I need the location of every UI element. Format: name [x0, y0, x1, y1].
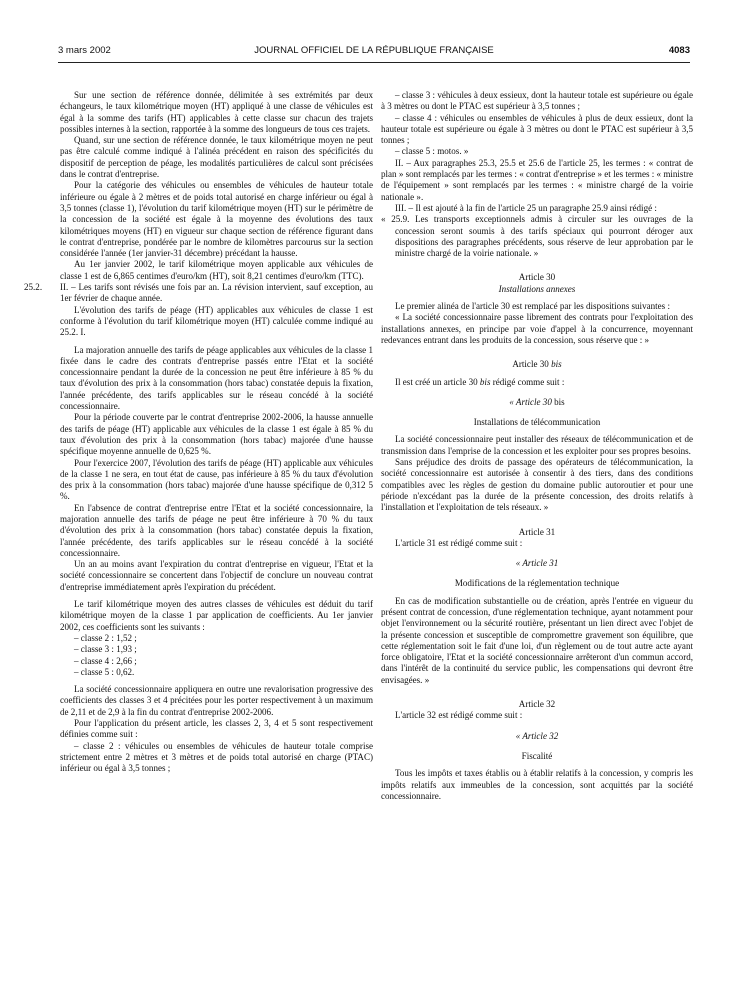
paragraph: III. – Il est ajouté à la fin de l'article 25 un paragraphe 25.9 ainsi rédigé :	[395, 202, 657, 213]
paragraph: Pour la catégorie des véhicules ou ensembles de véhicules de hauteur totale inférieure ou égale à 2 mètres et de poids total autorisé en charge inférieur ou égal à 3,5 tonnes (classe 1), l'évolution du tarif kilométrique moyen (HT) sur le périmètre de la concession de la société est égale à la moyenne des évolutions des taux kilométriques moyens (HT) en vigueur sur chaque section de référence figurant dans le contrat d'entreprise, pondérée par le nombre de kilomètres parcourus sur la section considérée l'année (1er janvier-31 décembre) précédant la hausse.	[60, 180, 373, 259]
list-item: – classe 5 : 0,62.	[74, 666, 135, 677]
article-30-bis-subtitle: Installations de télécommunication	[473, 417, 601, 428]
page-header	[58, 45, 690, 61]
paragraph: La majoration annuelle des tarifs de péage applicables aux véhicules de la classe 1 fixée dans le cadre des contrats d'entreprise passés entre l'Etat et la société concessionnaire pendant la durée de la concession ne peut être inférieure à 85 % du taux d'évolution des prix à la consommation (hors tabac) constatée depuis la fixation, l'année précédente, des tarifs applicables sur le réseau concédé à la société concessionnaire.	[60, 344, 373, 412]
list-item: – classe 4 : véhicules ou ensembles de véhicules à plus de deux essieux, dont la hauteur totale est supérieure ou égale à 3 mètres ou dont le PTAC est supérieur à 3,5 tonnes ;	[381, 112, 693, 146]
paragraph: Le premier alinéa de l'article 30 est remplacé par les dispositions suivantes :	[395, 301, 670, 312]
article-31-quote-title: « Article 31	[515, 558, 559, 569]
section-number: 25.2.	[24, 282, 43, 293]
paragraph: Quand, sur une section de référence donnée, le taux kilométrique moyen ne peut pas être calculé comme indiqué à l'alinéa précédent en raison des spécificités du dispositif de perception de péage, les modalités particulières de calcul sont précisées dans le contrat d'entreprise.	[60, 135, 373, 180]
paragraph: Un an au moins avant l'expiration du contrat d'entreprise en vigueur, l'Etat et la société concessionnaire se concertent dans l'objectif de conclure un nouveau contrat d'entreprise immédiatement après l'expiration du précédent.	[60, 559, 373, 592]
paragraph: « La société concessionnaire passe librement des contrats pour l'exploitation des installations annexes, en principe par voie d'appel à la concurrence, moyennant redevances entrant dans les produits de la concession, sous réserve que : »	[381, 312, 693, 345]
list-item: – classe 4 : 2,66 ;	[74, 655, 137, 666]
article-32-quote-title: « Article 32	[515, 730, 559, 741]
paragraph: Pour l'application du présent article, les classes 2, 3, 4 et 5 sont respectivement définies comme suit :	[60, 718, 373, 740]
header-rule	[58, 62, 690, 63]
quoted-paragraph: « 25.9. Les transports exceptionnels admis à circuler sur les ouvrages de la concession seront soumis à des tarifs spéciaux qui pourront déroger aux dispositions des paragraphes précédents, sous réserve de leur approbation par le ministre chargé de la voirie nationale. »	[381, 214, 693, 259]
list-item: – classe 2 : 1,52 ;	[74, 632, 137, 643]
header-journal-title: JOURNAL OFFICIEL DE LA RÉPUBLIQUE FRANÇAISE	[254, 45, 494, 56]
paragraph: Pour l'exercice 2007, l'évolution des tarifs de péage (HT) applicable aux véhicules de la classe 1 ne sera, en tout état de cause, pas inférieure à 85 % du taux d'évolution des prix à la consommation (hors tabac) majorée d'une hausse spécifique de 0,312 5 %.	[60, 457, 373, 502]
paragraph: La société concessionnaire peut installer des réseaux de télécommunication et de transmission dans l'emprise de la concession et les exploiter pour ses propres besoins.	[381, 434, 693, 456]
article-30-subtitle: Installations annexes	[498, 283, 576, 294]
paragraph: En cas de modification substantielle ou de création, après l'entrée en vigueur du présent contrat de concession, d'une réglementation technique, ayant notamment pour objet l'environnement ou la sécurité routière, présentant un lien direct avec l'objet de la présente concession et susceptible de compromettre gravement son équilibre, que cette réglementation soit le fait d'une loi, d'un règlement ou de tout autre acte ayant force obligatoire, l'Etat et la société concessionnaire arrêteront d'un commun accord, dans l'intérêt de la continuité du service public, les compensations qui devront être envisagées. »	[381, 595, 693, 685]
paragraph: Tous les impôts et taxes établis ou à établir relatifs à la concession, y compris les impôts relatifs aux immeubles de la concession, sont acquittés par la société concessionnaire.	[381, 768, 693, 801]
paragraph: II. – Aux paragraphes 25.3, 25.5 et 25.6 de l'article 25, les termes : « contrat de plan » sont remplacés par les termes : « contrat d'entreprise » et les termes : « ministre de l'équipement » sont remplacés par les termes : « ministre chargé de la voirie nationale ».	[381, 157, 693, 202]
list-item: – classe 3 : 1,93 ;	[74, 644, 137, 655]
paragraph: Au 1er janvier 2002, le tarif kilométrique moyen applicable aux véhicules de classe 1 est de 6,865 centimes d'euro/km (HT), soit 8,21 centimes d'euro/km (TTC).	[60, 259, 373, 281]
article-32-subtitle: Fiscalité	[521, 750, 553, 761]
paragraph: Le tarif kilométrique moyen des autres classes de véhicules est déduit du tarif kilométrique moyen de la classe 1 par application de coefficients. Au 1er janvier 2002, ces coefficients sont les suivants :	[60, 599, 373, 632]
header-date: 3 mars 2002	[58, 45, 111, 56]
article-31-title: Article 31	[518, 526, 556, 537]
paragraph: L'article 31 est rédigé comme suit :	[395, 537, 523, 548]
paragraph: L'article 32 est rédigé comme suit :	[395, 710, 523, 721]
article-30-bis-quote-title: « Article 30 bis	[509, 396, 565, 407]
article-32-title: Article 32	[518, 699, 556, 710]
left-column	[24, 90, 373, 775]
section-text: II. – Les tarifs sont révisés une fois par an. La révision intervient, sauf exception, au 1er février de chaque année.	[60, 282, 373, 304]
section-25-2	[24, 282, 373, 305]
right-column	[381, 90, 693, 802]
article-30-title: Article 30	[518, 272, 556, 283]
paragraph: Sans préjudice des droits de passage des opérateurs de télécommunication, la société concessionnaire est autorisée à consentir à des tiers, dans des conditions compatibles avec les règles de gestion du domaine public autoroutier et pour une période n'excédant pas la durée de la présente concession, des droits relatifs à l'installation et l'exploitation de tels réseaux. »	[381, 457, 693, 513]
list-item: – classe 3 : véhicules à deux essieux, dont la hauteur totale est supérieure ou égale à 3 mètres ou dont le PTAC est supérieur à 3,5 tonnes ;	[381, 90, 693, 112]
header-page-number: 4083	[668, 45, 690, 56]
paragraph: Il est créé un article 30 bis rédigé comme suit :	[395, 376, 565, 387]
paragraph: La société concessionnaire appliquera en outre une revalorisation progressive des coefficients des classes 3 et 4 précitées pour les porter respectivement à un maximum de 2,11 et de 2,9 à la fin du contrat d'entreprise 2002-2006.	[60, 684, 373, 717]
paragraph: L'évolution des tarifs de péage (HT) applicables aux véhicules de classe 1 est conforme à l'évolution du tarif kilométrique moyen (HT) calculée comme indiqué au 25.2. I.	[60, 304, 373, 338]
paragraph: Pour la période couverte par le contrat d'entreprise 2002-2006, la hausse annuelle des tarifs de péage (HT) applicable aux véhicules de la classe 1 est égale à 85 % du taux d'évolution des prix à la consommation (hors tabac) majorée d'une hausse spécifique moyenne annuelle de 0,625 %.	[60, 412, 373, 457]
article-30-bis-title: Article 30 bis	[512, 359, 562, 370]
paragraph: En l'absence de contrat d'entreprise entre l'Etat et la société concessionnaire, la majoration annuelle des tarifs de péage ne peut être inférieure à 70 % du taux d'évolution des prix à la consommation (hors tabac) constatée depuis la fixation, l'année précédente, des tarifs applicables sur le réseau concédé à la société concessionnaire.	[60, 502, 373, 558]
list-item: – classe 5 : motos. »	[395, 146, 469, 157]
paragraph: – classe 2 : véhicules ou ensembles de véhicules de hauteur totale comprise strictement entre 2 mètres et 3 mètres et de poids total autorisé en charge (PTAC) inférieur ou égal à 3,5 tonnes ;	[60, 740, 373, 774]
article-31-subtitle: Modifications de la réglementation technique	[454, 578, 620, 589]
paragraph: Sur une section de référence donnée, délimitée à ses extrémités par deux échangeurs, le taux kilométrique moyen (HT) appliqué à une classe de véhicules est égal à la somme des tarifs (HT) applicables à cette classe sur chacun des trajets possibles internes à la section, rapportée à la somme des longueurs de tous ces trajets.	[60, 90, 373, 134]
